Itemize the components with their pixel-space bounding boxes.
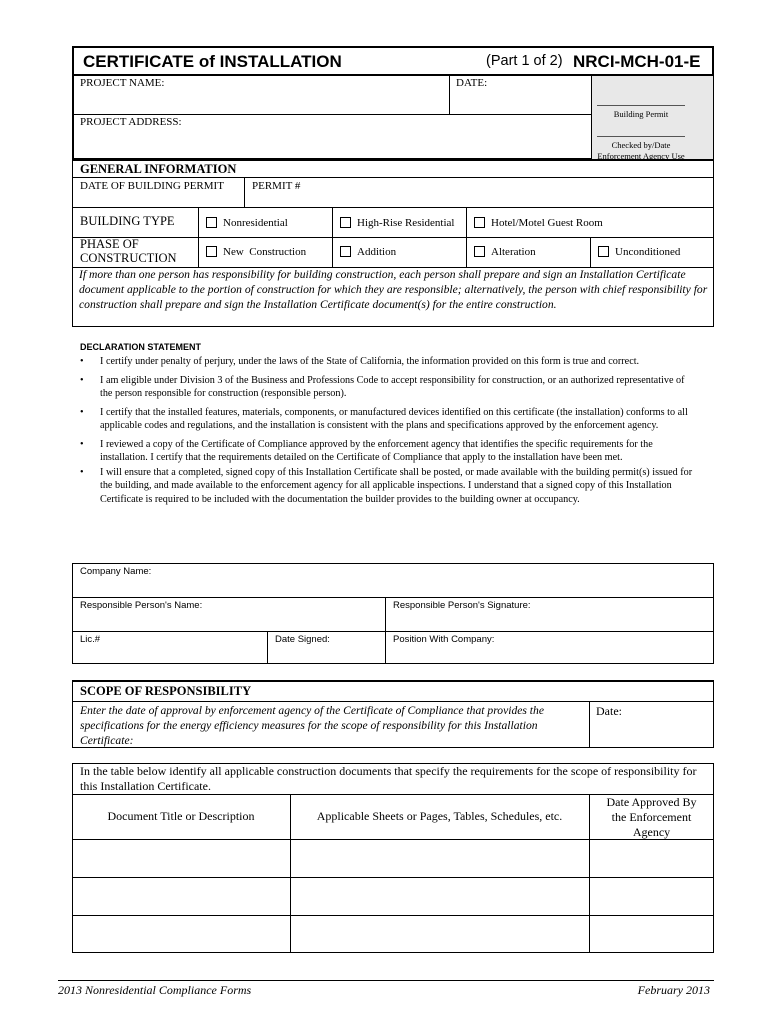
form-id: NRCI-MCH-01-E (573, 52, 701, 71)
general-info-heading: GENERAL INFORMATION (80, 162, 237, 176)
checkbox-icon[interactable] (474, 217, 485, 228)
form-title: CERTIFICATE of INSTALLATION (83, 52, 342, 71)
company-name-field[interactable] (78, 578, 708, 596)
building-type-label: BUILDING TYPE (80, 214, 175, 228)
declaration-list (74, 355, 694, 511)
project-address-field[interactable] (78, 130, 586, 156)
phase-label: PHASE OF CONSTRUCTION (80, 237, 177, 265)
enforcement-use-label: Enforcement Agency Use (597, 151, 685, 161)
checkbox-icon[interactable] (340, 217, 351, 228)
building-permit-label: Building Permit (613, 109, 669, 119)
responsibility-note: If more than one person has responsibility for building construction, each person shall prepare and sign an Installation Certificate document applicable to the portion of construction for which they are responsible; alternatively, the person with chief responsibility for construction shall prepare and sign the Installation Certificate document(s) for the entire construction. (79, 268, 708, 311)
document-title-cell[interactable] (75, 917, 287, 951)
footer-left: 2013 Nonresidential Compliance Forms (58, 983, 252, 997)
footer-right: February 2013 (637, 983, 710, 997)
checkbox-unconditioned[interactable]: Unconditioned (598, 246, 680, 258)
checkbox-icon[interactable] (206, 217, 217, 228)
checkbox-high-rise[interactable]: High-Rise Residential (340, 217, 454, 229)
checkbox-hotel-motel[interactable]: Hotel/Motel Guest Room (474, 217, 603, 229)
declaration-item: • I certify under penalty of perjury, under the laws of the State of California, the information provided on this form is true and correct. (80, 356, 640, 367)
declaration-item: • I reviewed a copy of the Certificate of Compliance approved by the enforcement agency that identifies the specific requirements for the installation. I certify that the requirements detailed on the Certificate of Compliance that apply to the installation have been met. (80, 438, 653, 463)
declaration-heading: DECLARATION STATEMENT (80, 342, 201, 352)
date-signed-field[interactable] (272, 646, 382, 662)
project-address-label: PROJECT ADDRESS: (80, 116, 182, 128)
position-label: Position With Company: (393, 634, 495, 645)
sheets-cell[interactable] (293, 841, 587, 875)
documents-intro: In the table below identify all applicable construction documents that specify the requirements for the scope of responsibility for this Installation Certificate. (80, 764, 697, 793)
responsible-name-field[interactable] (78, 612, 382, 630)
footer-rule (58, 980, 714, 981)
scope-text: Enter the date of approval by enforcement agency of the Certificate of Compliance that provides the specifications for the energy efficiency measures for the scope of responsibility for this Installation Certificate: (80, 704, 544, 747)
lic-field[interactable] (78, 646, 264, 662)
declaration-item: • I will ensure that a completed, signed copy of this Installation Certificate shall be posted, or made available with the building permit(s) issued for the building, and made available to the enforcement agency for all applicable inspections. I understand that a signed copy of this Installation Certificate is required to be included with the documentation the builder provides to the building owner at occupancy. (80, 466, 693, 505)
checkbox-alteration[interactable]: Alteration (474, 246, 536, 258)
scope-date-field[interactable] (594, 720, 708, 744)
checkbox-icon[interactable] (340, 246, 351, 257)
project-name-field[interactable] (78, 90, 446, 112)
project-name-label: PROJECT NAME: (80, 77, 165, 89)
document-title-cell[interactable] (75, 841, 287, 875)
sheets-cell[interactable] (293, 917, 587, 951)
date-approved-cell[interactable] (592, 841, 711, 875)
permit-number-label: PERMIT # (252, 180, 301, 192)
declaration-item: • I am eligible under Division 3 of the Business and Professions Code to accept responsibility for construction, or an authorized representative of the person responsible for construction (responsible person). (80, 374, 685, 399)
checkbox-nonresidential[interactable]: Nonresidential (206, 217, 288, 229)
declaration-item: • I certify that the installed features, materials, components, or manufactured devices identified on this certificate (the installation) conforms to all applicable codes and regulations, and the installation is consistent with the plans and specifications approved by the enforcement agency. (80, 406, 688, 431)
table-row (72, 839, 714, 877)
checkbox-icon[interactable] (598, 246, 609, 257)
date-approved-cell[interactable] (592, 879, 711, 913)
checkbox-icon[interactable] (474, 246, 485, 257)
checkbox-addition[interactable]: Addition (340, 246, 396, 258)
column-header-document: Document Title or Description (107, 809, 255, 823)
column-header-date-approved: Date Approved By the Enforcement Agency (606, 795, 697, 839)
date-of-permit-label: DATE OF BUILDING PERMIT (80, 180, 224, 192)
table-row (72, 877, 714, 915)
lic-label: Lic.# (80, 634, 101, 645)
checked-by-label: Checked by/Date (611, 140, 671, 150)
date-signed-label: Date Signed: (275, 634, 330, 645)
position-field[interactable] (390, 646, 708, 662)
table-row (72, 915, 714, 953)
scope-heading: SCOPE OF RESPONSIBILITY (80, 684, 252, 698)
form-part: (Part 1 of 2) (486, 53, 563, 69)
permit-number-field[interactable] (248, 193, 708, 205)
scope-date-label: Date: (596, 704, 622, 718)
date-approved-cell[interactable] (592, 917, 711, 951)
responsible-signature-field[interactable] (390, 612, 708, 630)
checkbox-icon[interactable] (206, 246, 217, 257)
checkbox-new-construction[interactable]: New Construction (206, 246, 306, 258)
company-name-label: Company Name: (80, 566, 152, 577)
sheets-cell[interactable] (293, 879, 587, 913)
responsible-name-label: Responsible Person's Name: (80, 600, 203, 611)
document-title-cell[interactable] (75, 879, 287, 913)
date-label: DATE: (456, 77, 488, 89)
column-header-sheets: Applicable Sheets or Pages, Tables, Schedules, etc. (316, 809, 563, 823)
responsible-signature-label: Responsible Person's Signature: (393, 600, 531, 611)
date-field[interactable] (452, 90, 588, 112)
